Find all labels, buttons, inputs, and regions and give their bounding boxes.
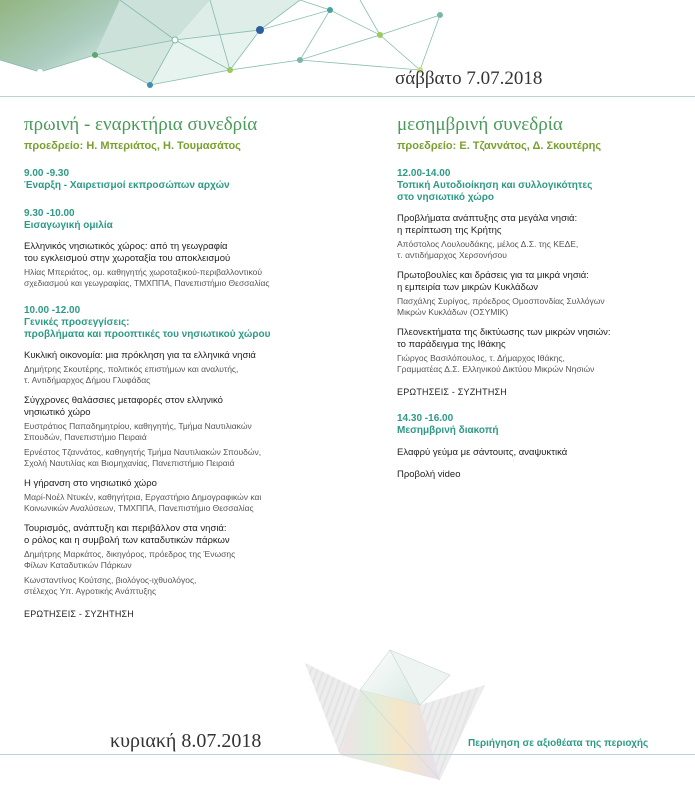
talk-speaker: τ. αντιδήμαρχος Χερσονήσου (397, 250, 507, 260)
saturday-date: σάββατο 7.07.2018 (395, 68, 543, 89)
talk (397, 213, 692, 261)
slot-keynote (24, 208, 354, 289)
talk-title: Προβλήματα ανάπτυξης στα μεγάλα νησιά: (397, 213, 578, 224)
talk (24, 241, 354, 289)
discussion-label: ΕΡΩΤΗΣΕΙΣ - ΣΥΖΗΤΗΣΗ (397, 387, 507, 397)
slot-time: 9.00 -9.30 (24, 168, 70, 179)
slot-title: Έναρξη - Χαιρετισμοί εκπροσώπων αρχών (24, 180, 230, 191)
talk (24, 478, 354, 514)
talk-speaker: Γιώργος Βασιλόπουλος, τ. Δήμαρχος Ιθάκης, (397, 353, 565, 363)
slot-title: Μεσημβρινή διακοπή (397, 425, 499, 436)
session-presidium: προεδρείο: Η. Μπεριάτος, Η. Τουμασάτος (24, 140, 241, 152)
talk-title: Η γήρανση στο νησιωτικό χώρο (24, 478, 157, 489)
talk-speaker: σχεδιασμού και γεωγραφίας, ΤΜΧΠΠΑ, Πανεπιστήμιο Θεσσαλίας (24, 278, 270, 288)
talk-speaker: Δημήτρης Μαρκάτος, δικηγόρος, πρόεδρος της Ένωσης (24, 549, 236, 559)
slot-title: προβλήματα και προοπτικές του νησιωτικού χώρου (24, 329, 271, 340)
talk-speaker: στέλεχος Υπ. Αγροτικής Ανάπτυξης (24, 586, 157, 596)
network-polygon-graphic (0, 0, 460, 95)
talk-speaker: Κωνσταντίνος Κούτσης, βιολόγος-ιχθυολόγος, (24, 575, 197, 585)
morning-session (24, 114, 354, 619)
talk-speaker: τ. Αντιδήμαρχος Δήμου Γλυφάδας (24, 375, 151, 385)
break-item: Προβολή video (397, 469, 461, 480)
slot-title: Γενικές προσεγγίσεις: (24, 317, 130, 328)
slot-title: Εισαγωγική ομιλία (24, 220, 113, 231)
talk-title: Τουρισμός, ανάπτυξη και περιβάλλον στα νησιά: (24, 523, 227, 534)
slot-opening (24, 168, 354, 192)
talk-title: Κυκλική οικονομία: μια πρόκληση για τα ελληνικά νησιά (24, 350, 256, 361)
talk-speaker: Πασχάλης Συρίγος, πρόεδρος Ομοσπονδίας Συλλόγων (397, 296, 605, 306)
talk (24, 523, 354, 597)
slot-general-approaches (24, 305, 354, 597)
talk-speaker: Ευστράτιος Παπαδημητρίου, καθηγητής, Τμήμα Ναυτιλιακών (24, 421, 252, 431)
slot-title: στο νησιωτικό χώρο (397, 192, 495, 203)
talk-speaker: Φίλων Καταδυτικών Πάρκων (24, 560, 132, 570)
talk-speaker: Σπουδών, Πανεπιστήμιο Πειραιά (24, 432, 147, 442)
slot-lunch-break (397, 413, 692, 481)
session-title: πρωινή - εναρκτήρια συνεδρία (24, 114, 258, 135)
talk-speaker: Γραμματέας Δ.Σ. Ελληνικού Δικτύου Μικρών Νησιών (397, 364, 595, 374)
talk-title: ο ρόλος και η συμβολή των καταδυτικών πάρκων (24, 535, 230, 546)
talk-speaker: Μαρί-Νοέλ Ντυκέν, καθηγήτρια, Εργαστήριο Δημογραφικών και (24, 492, 262, 502)
top-divider (0, 96, 695, 97)
break-item: Ελαφρύ γεύμα με σάντουιτς, αναψυκτικά (397, 447, 568, 458)
talk-speaker: Ηλίας Μπεριάτος, ομ. καθηγητής χωροταξικού-περιβαλλοντικού (24, 267, 262, 277)
talk-speaker: Κοινωνικών Αναλύσεων, ΤΜΧΠΠΑ, Πανεπιστήμιο Θεσσαλίας (24, 503, 254, 513)
session-presidium: προεδρείο: Ε. Τζαννάτος, Δ. Σκουτέρης (397, 140, 602, 152)
talk-speaker: Σχολή Ναυτιλίας και Βιομηχανίας, Πανεπιστήμιο Πειραιά (24, 458, 235, 468)
slot-time: 12.00-14.00 (397, 168, 451, 179)
slot-time: 10.00 -12.00 (24, 305, 81, 316)
talk-speaker: Ερνέστος Τζαννάτος, καθηγητής Τμήμα Ναυτιλιακών Σπουδών, (24, 447, 262, 457)
talk (24, 395, 354, 469)
talk (397, 327, 692, 375)
bottom-divider (0, 754, 695, 755)
talk-title: η περίπτωση της Κρήτης (397, 225, 502, 236)
talk (397, 270, 692, 318)
talk-title: Ελληνικός νησιωτικός χώρος: από τη γεωγραφία (24, 241, 228, 252)
talk-title: Πλεονεκτήματα της δικτύωσης των μικρών νησιών: (397, 327, 611, 338)
session-title: μεσημβρινή συνεδρία (397, 114, 563, 135)
talk-title: Πρωτοβουλίες και δράσεις για τα μικρά νησιά: (397, 270, 589, 281)
sunday-date: κυριακή 8.07.2018 (110, 730, 262, 752)
paper-boat-graphic (300, 645, 500, 785)
talk-title: νησιωτικό χώρο (24, 407, 91, 418)
slot-title: Τοπική Αυτοδιοίκηση και συλλογικότητες (397, 180, 593, 191)
talk-title: η εμπειρία των μικρών Κυκλάδων (397, 282, 538, 293)
discussion-label: ΕΡΩΤΗΣΕΙΣ - ΣΥΖΗΤΗΣΗ (24, 609, 134, 619)
talk-title: του εγκλεισμού στην χωροταξία του αποκλεισμού (24, 253, 231, 264)
talk-title: Σύγχρονες θαλάσσιες μεταφορές στον ελληνικό (24, 395, 223, 406)
talk (24, 350, 354, 386)
talk-speaker: Δημήτρης Σκουτέρης, πολιτικός επιστήμων και αναλυτής, (24, 364, 239, 374)
talk-speaker: Απόστολος Λουλουδάκης, μέλος Δ.Σ. της ΚΕΔΕ, (397, 239, 579, 249)
slot-local-government (397, 168, 692, 375)
slot-time: 9.30 -10.00 (24, 208, 75, 219)
slot-time: 14.30 -16.00 (397, 413, 454, 424)
talk-title: το παράδειγμα της Ιθάκης (397, 339, 506, 350)
talk-speaker: Μικρών Κυκλάδων (ΟΣΥΜΙΚ) (397, 307, 509, 317)
sunday-item: Περιήγηση σε αξιοθέατα της περιοχής (468, 738, 649, 749)
afternoon-session (397, 114, 692, 481)
